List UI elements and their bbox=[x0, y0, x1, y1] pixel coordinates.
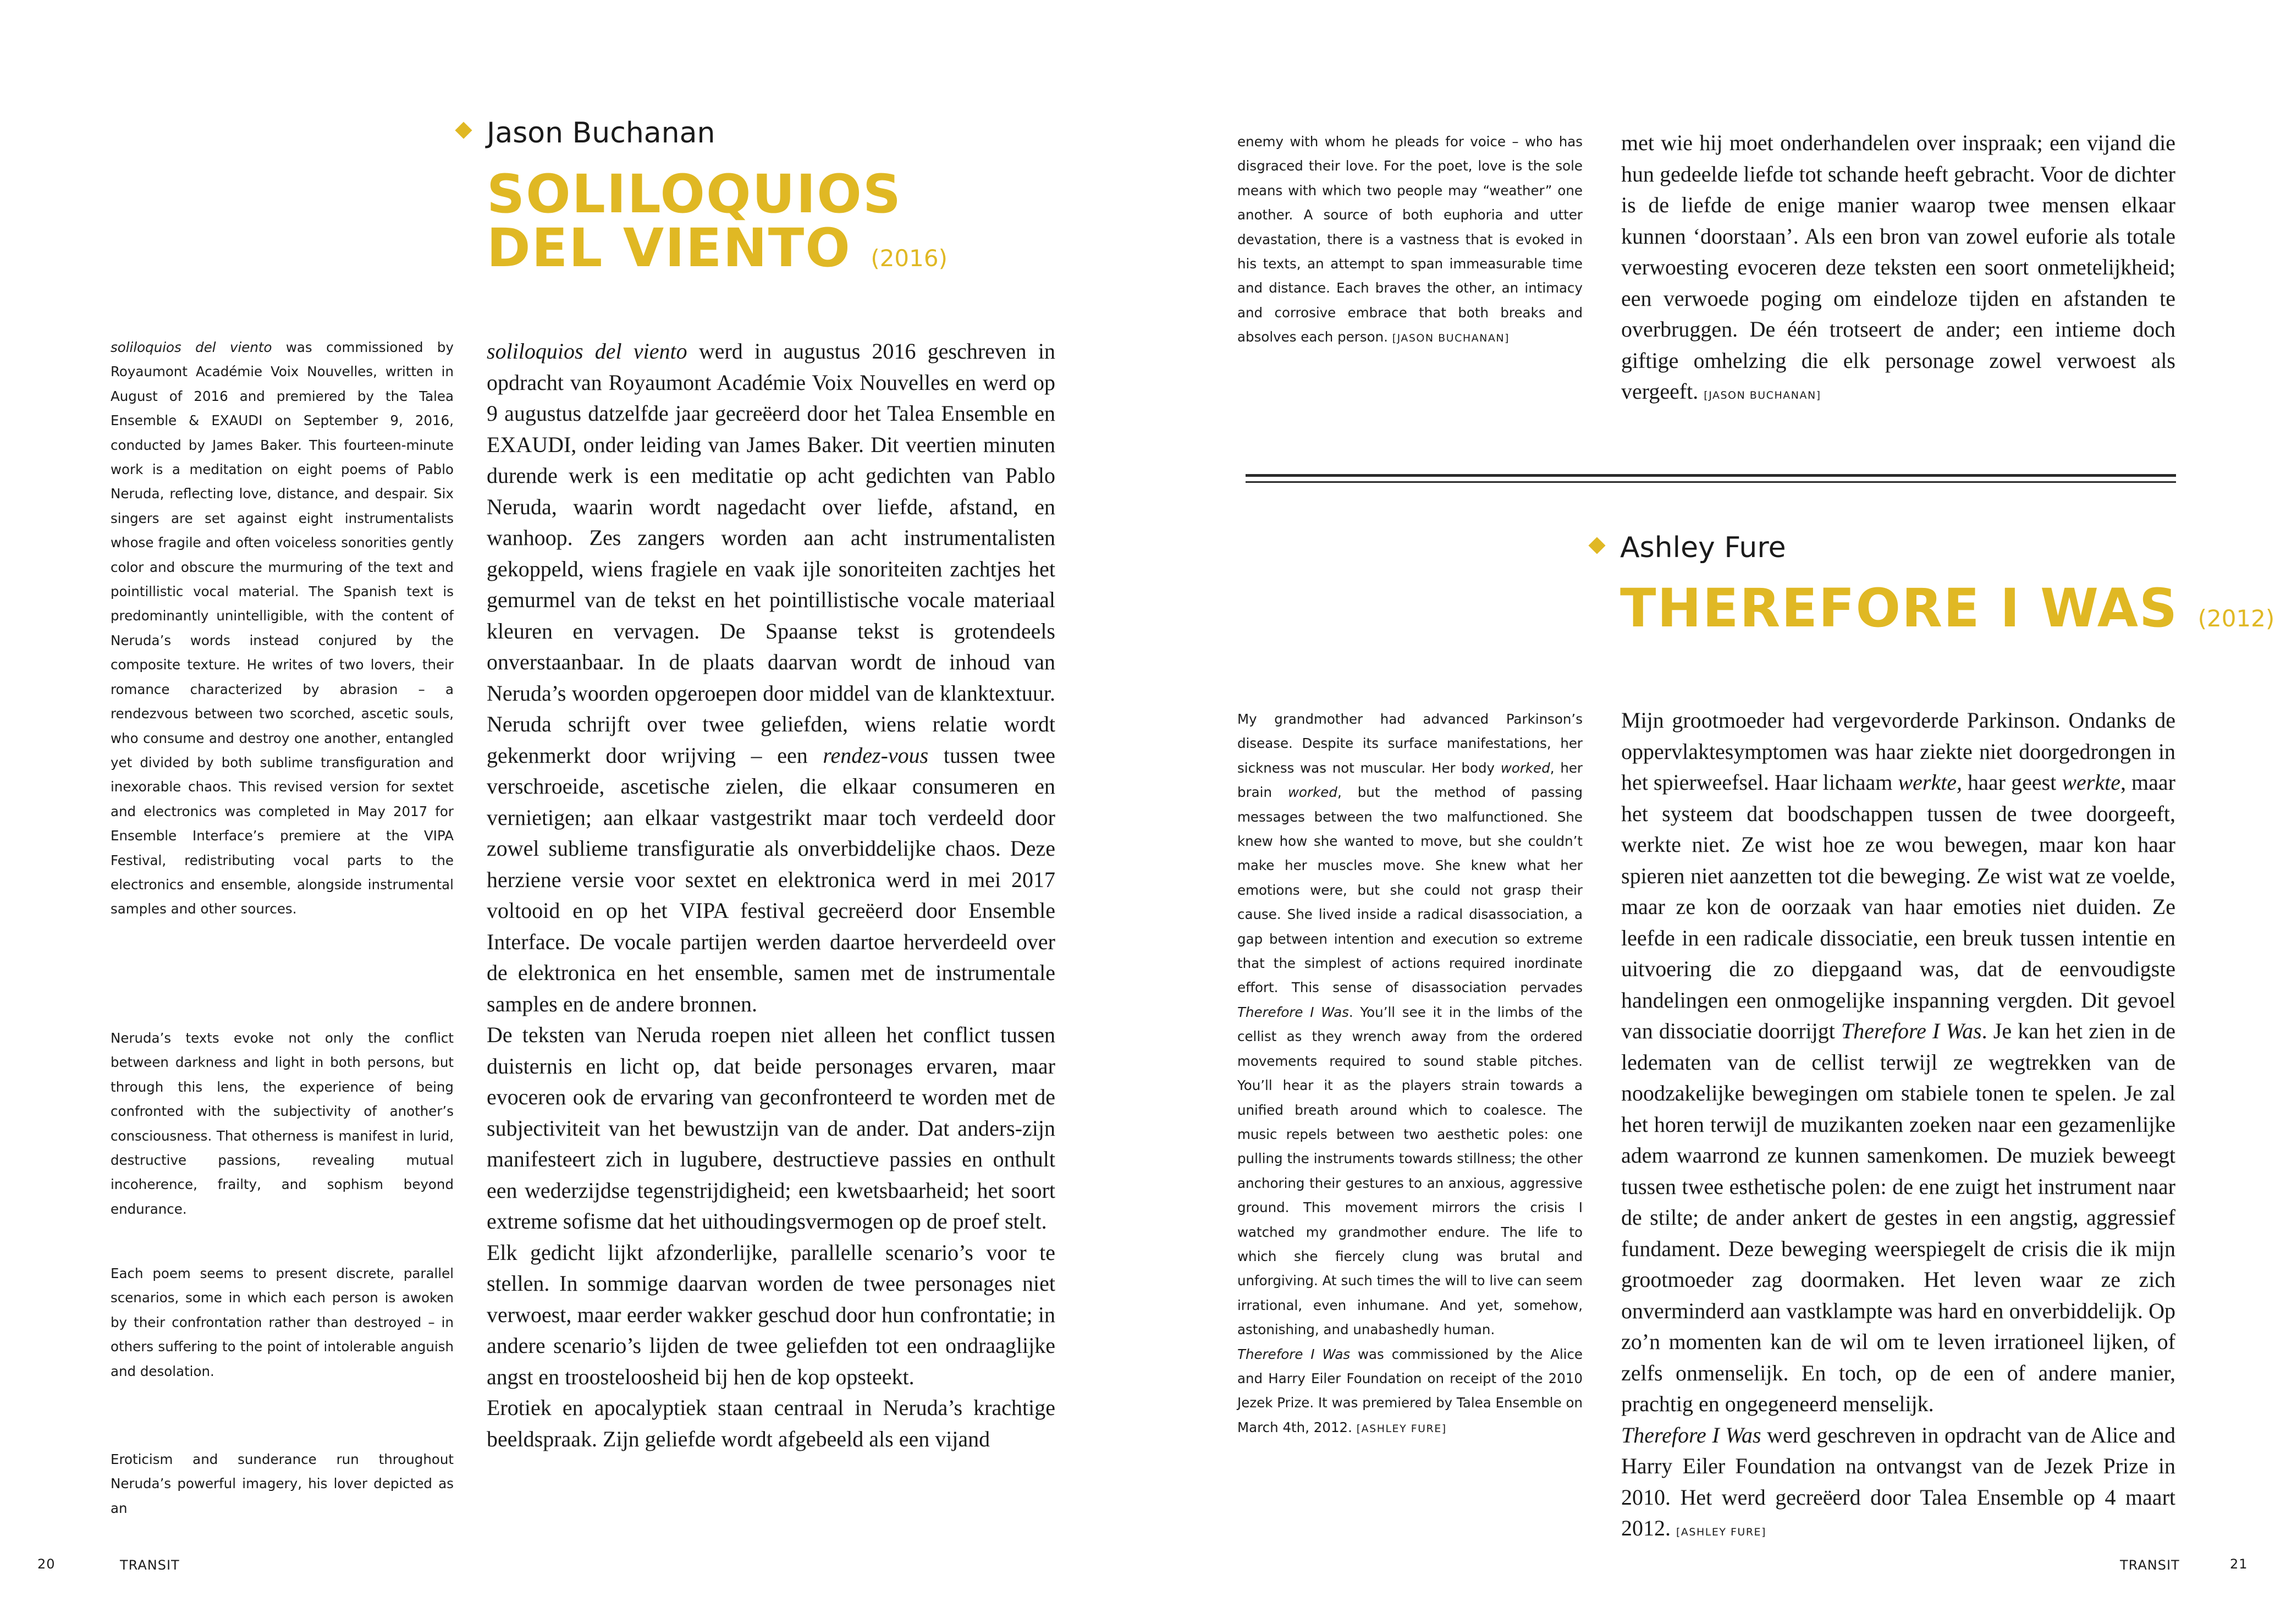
piece-title-line2: DEL VIENTO (2016) bbox=[487, 217, 948, 279]
section-divider-rule-thin bbox=[1246, 481, 2176, 483]
english-continuation: enemy with whom he pleads for voice – who has disgraced their love. For the poet, love is the sole means with which two people may “weather” one another. A source of both euphoria and utter devastation, there is a vastness that is evoked in his texts, an attempt to span immeasurable time and distance. Each braves the other, an intimacy and corrosive embrace that both breaks and absolves each person. [JASON BUCHANAN] bbox=[1237, 134, 1583, 345]
english-paragraph-2: Neruda’s texts evoke not only the conflict between darkness and light in both persons, but through this lens, the experience of being confronted with the subjectivity of another’s consciousness. That otherness is manifest in lurid, destructive passions, revealing mutual incoherence, frailty, and sophism beyond endurance. bbox=[111, 1030, 454, 1217]
diamond-bullet-icon bbox=[455, 122, 472, 139]
composer-name: Ashley Fure bbox=[1620, 531, 1786, 564]
english-fure-text: My grandmother had advanced Parkinson’s disease. Despite its surface manifestations, her sickness was not muscular. Her body worked, her brain worked, but the method of passing messages between the two malfunctioned. She knew how she wanted to move, but she couldn’t make her muscles move. She knew what her emotions were, but she could not grasp their cause. She lived inside a radical disassociation, a gap between intention and execution so extreme that the simplest of actions required inordinate effort. This sense of disassociation pervades Therefore I Was. You’ll see it in the limbs of the cellist as they wrench away from the ordered movements required to sound stable pitches. You’ll hear it as the players strain towards a unified breath around which to coalesce. The music repels between two aesthetic poles: one pulling the instruments towards stillness; the other anchoring their gestures to an anxious, aggressive ground. This movement mirrors the crisis I watched my grandmother endure. The life to which she fiercely clung was brutal and unforgiving. At such times the will to live can seem irrational, even inhumane. And yet, somehow, astonishing, and unabashedly human. Therefore I Was was commissioned by the Alice and Harry Eiler Foundation on receipt of the 2010 Jezek Prize. It was premiered by Talea Ensemble on March 4th, 2012. [ASHLEY FURE] bbox=[1237, 711, 1583, 1435]
piece-year: (2012) bbox=[2197, 605, 2275, 632]
piece-title-line1: SOLILOQUIOS bbox=[487, 163, 902, 225]
dutch-text-column: soliloquios del viento werd in augustus 2016 geschreven in opdracht van Royaumont Académie Voix Nouvelles en werd op 9 augustus datzelfde jaar gecreëerd door het Talea Ensemble en EXAUDI, onder leiding van James Baker. Dit veertien minuten durende werk is een meditatie op acht gedichten van Pablo Neruda, waarin wordt nagedacht over liefde, afstand, en wanhoop. Zes zangers worden aan acht instrumentalisten gekoppeld, wiens fragiele en vaak ijle sonoriteiten zachtjes het gemurmel van de tekst en het pointillistische vocale materiaal kleuren en vervagen. De Spaanse tekst is grotendeels onverstaanbaar. In de plaats daarvan wordt de inhoud van Neruda’s woorden opgeroepen door middel van de klanktextuur. Neruda schrijft over twee geliefden, wiens relatie wordt gekenmerkt door wrijving – een rendez-vous tussen twee verschroeide, ascetische zielen, die elkaar consumeren en vernietigen; aan elkaar vastgestrikt maar toch verdeeld door zowel sublieme transfiguratie als onverbiddelijke chaos. Deze herziene versie voor sextet en elektronica werd in mei 2017 voltooid en op het VIPA festival gecreëerd door Ensemble Interface. De vocale partijen werden daartoe herverdeeld over de elektronica en het ensemble, samen met de instrumentale samples en de andere bronnen. De teksten van Neruda roepen niet alleen het conflict tussen duisternis en licht op, dat beide personages ervaren, maar evoceren ook de ervaring van geconfronteerd te worden met de subjectiviteit van het bewustzijn van de ander. Dat anders-zijn manifesteert zich in lugubere, destructieve passies en onthult een wederzijdse tegenstrijdigheid; een kwetsbaarheid; het soort extreme sofisme dat het uithoudingsvermogen op de proef stelt. Elk gedicht lijkt afzonderlijke, parallelle scenario’s voor te stellen. In sommige daarvan worden de twee personages niet verwoest, maar eerder wakker geschud door hun confrontatie; in andere scenario’s lijden de twee geliefden tot een ondraaglijke angst en troosteloosheid bij hen de kop opsteekt. Erotiek en apocalyptiek staan centraal in Neruda’s krachtige beeldspraak. Zijn geliefde wordt afgebeeld als een vijand bbox=[487, 339, 1056, 1451]
piece-year: (2016) bbox=[871, 245, 948, 272]
english-paragraph-4: Eroticism and sunderance run throughout Neruda’s powerful imagery, his lover depicted as an bbox=[111, 1451, 454, 1516]
dutch-fure-text: Mijn grootmoeder had vergevorderde Parkinson. Ondanks de oppervlaktesymptomen was haar ziekte niet doorgedrongen in het spierweefsel. Haar lichaam werkte, haar geest werkte, maar het systeem dat boodschappen tussen de twee doorgeeft, werkte niet. Ze wist hoe ze wou bewegen, maar kon haar spieren niet aanzetten tot die beweging. Ze wist wat ze voelde, maar ze kon de oorzaak van haar emoties niet duiden. Ze leefde in een radicale dissociatie, een breuk tussen intentie en uitvoering die zo diepgaand was, dat de eenvoudigste handelingen een onmogelijke inspanning vergden. Dit gevoel van dissociatie doorrijgt Therefore I Was. Je kan het zien in de ledematen van de cellist terwijl ze wegtrekken van de noodzakelijke bewegingen om stabiele tonen te spelen. Je zal het horen terwijl de muzikanten zoeken naar een gezamenlijke adem waarrond ze kunnen samenkomen. De muziek beweegt tussen twee esthetische polen: de ene zuigt het instrument naar de stilte; de ander ankert de gestes in een angstig, aggressief fundament. Deze beweging weerspiegelt de crisis die ik mijn grootmoeder zag doormaken. Het leven waar ze zich onverminderd aan vastklampte was hard en onverbiddelijk. Op zo’n momenten kan de wil om te leven irrationeel lijken, of zelfs onmenselijk. En toch, op de een of andere manier, prachtig en ongegeneerd menselijk. Therefore I Was werd geschreven in opdracht van de Alice and Harry Eiler Foundation na ontvangst van de Jezek Prize in 2010. Het werd gecreëerd door Talea Ensemble op 4 maart 2012. [ASHLEY FURE] bbox=[1621, 708, 2176, 1540]
english-intro: soliloquios del viento was commissioned by Royaumont Académie Voix Nouvelles, written in August of 2016 and premiered by the Talea Ensemble & EXAUDI on September 9, 2016, conducted by James Baker. This fourteen-minute work is a meditation on eight poems of Pablo Neruda, reflecting love, distance, and despair. Six singers are set against eight instrumentalists whose fragile and often voiceless sonorities gently color and obscure the murmuring of the text and pointillistic vocal material. The Spanish text is predominantly unintelligible, with the content of Neruda’s words instead conjured by the composite texture. He writes of two lovers, their romance characterized by abrasion – a rendezvous between two scorched, ascetic souls, who consume and destroy one another, entangled yet divided by both sublime transfiguration and inexorable chaos. This revised version for sextet and electronics was completed in May 2017 for Ensemble Interface’s premiere at the VIPA Festival, redistributing vocal parts to the electronics and ensemble, alongside instrumental samples and other sources. bbox=[111, 339, 454, 917]
dutch-continuation: met wie hij moet onderhandelen over inspraak; een vijand die hun gedeelde liefde tot schande heeft gebracht. Voor de dichter is de liefde de enige manier waarop twee mensen elkaar kunnen ‘doorstaan’. Als een bron van zowel euforie als totale verwoesting evoceren deze teksten een soort onmetelijkheid; een verwoede poging om eindeloze tijden en afstanden te overbruggen. De één trotseert de ander; een intieme doch giftige omhelzing die elk personage zowel verwoest als vergeeft. [JASON BUCHANAN] bbox=[1621, 130, 2175, 404]
magazine-name-left: TRANSIT bbox=[120, 1557, 180, 1573]
piece-title: THEREFORE I WAS (2012) bbox=[1620, 577, 2275, 639]
section-divider-rule bbox=[1246, 474, 2176, 477]
magazine-name-right: TRANSIT bbox=[2120, 1557, 2180, 1573]
diamond-bullet-icon bbox=[1588, 537, 1605, 554]
composer-name: Jason Buchanan bbox=[487, 117, 715, 150]
english-paragraph-3: Each poem seems to present discrete, parallel scenarios, some in which each person is awoken by their confrontation rather than destroyed – in others suffering to the point of intolerable anguish and desolation. bbox=[111, 1265, 454, 1379]
page-number-left: 20 bbox=[37, 1556, 56, 1572]
page-number-right: 21 bbox=[2230, 1556, 2248, 1572]
